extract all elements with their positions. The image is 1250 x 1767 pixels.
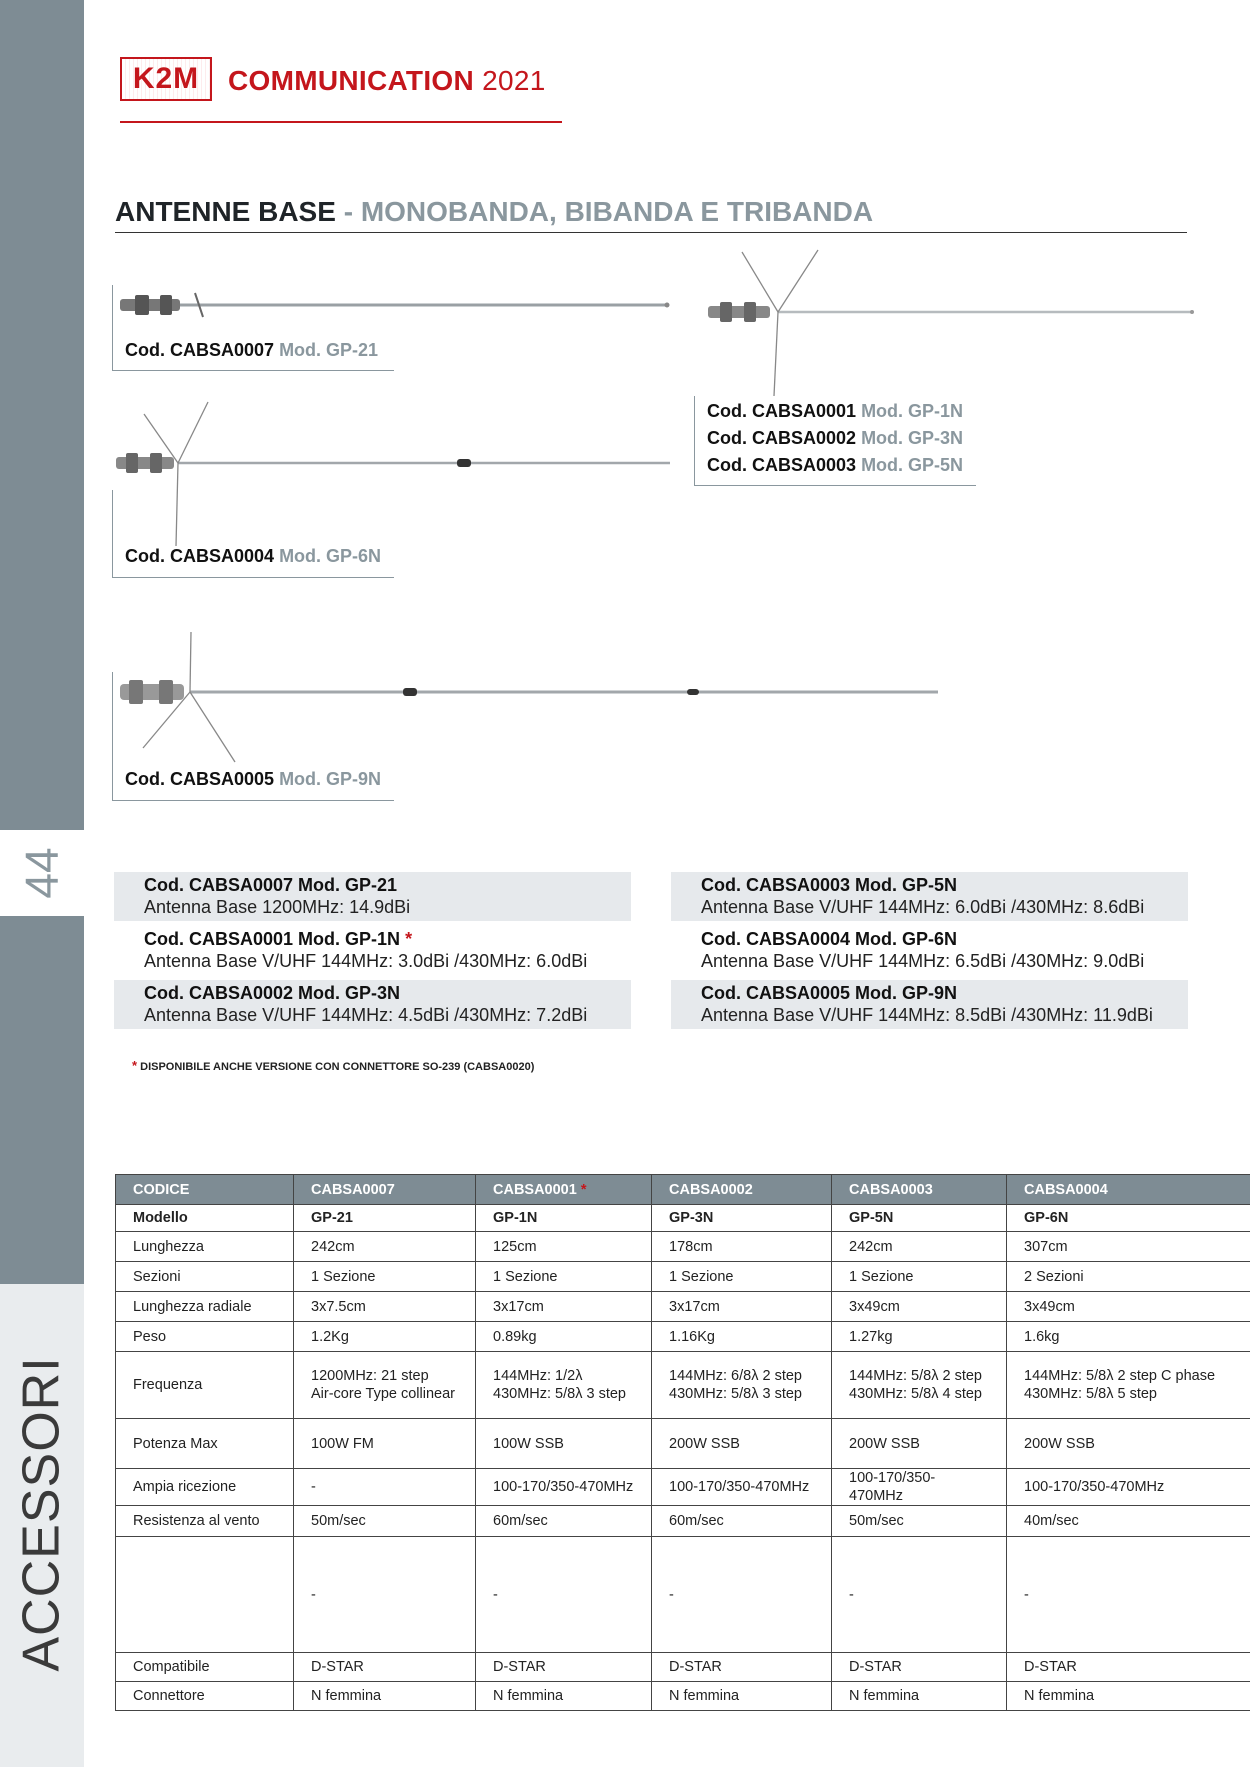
table-cell: N femmina bbox=[1007, 1682, 1250, 1711]
table-cell: 100-170/350-470MHz bbox=[832, 1469, 1007, 1506]
spec-item: Cod. CABSA0007 Mod. GP-21 Antenna Base 1200MHz: 14.9dBi bbox=[114, 872, 631, 921]
table-cell: D-STAR bbox=[294, 1653, 476, 1682]
table-cell: 200W SSB bbox=[832, 1419, 1007, 1469]
table-row bbox=[116, 1682, 1250, 1711]
table-cell: 0.89kg bbox=[476, 1322, 652, 1352]
table-cell: - bbox=[476, 1537, 652, 1653]
table-header-cell: CODICE bbox=[116, 1175, 294, 1205]
table-cell: Sezioni bbox=[116, 1262, 294, 1292]
table-cell: 1.27kg bbox=[832, 1322, 1007, 1352]
table-cell: 100-170/350-470MHz bbox=[1007, 1469, 1250, 1506]
table-cell: 60m/sec bbox=[476, 1506, 652, 1537]
table-row bbox=[116, 1537, 1250, 1653]
table-cell: 200W SSB bbox=[1007, 1419, 1250, 1469]
table-cell: 2 Sezioni bbox=[1007, 1262, 1250, 1292]
spec-item: Cod. CABSA0002 Mod. GP-3N Antenna Base V/UHF 144MHz: 4.5dBi /430MHz: 7.2dBi bbox=[114, 980, 631, 1029]
table-cell: Ampia ricezione bbox=[116, 1469, 294, 1506]
table-cell: 144MHz: 6/8λ 2 step 430MHz: 5/8λ 3 step bbox=[652, 1352, 832, 1419]
caption-gp1n-3n-5n: Cod. CABSA0001 Mod. GP-1N Cod. CABSA0002 Mod. GP-3N Cod. CABSA0003 Mod. GP-5N bbox=[694, 396, 976, 486]
table-row bbox=[116, 1419, 1250, 1469]
table-cell: - bbox=[832, 1537, 1007, 1653]
table-cell: 100-170/350-470MHz bbox=[652, 1469, 832, 1506]
brand-title: COMMUNICATION 2021 bbox=[228, 65, 546, 96]
table-cell: 242cm bbox=[832, 1232, 1007, 1262]
table-row bbox=[116, 1653, 1250, 1682]
table-header-cell: CABSA0004 bbox=[1007, 1175, 1250, 1205]
table-cell: N femmina bbox=[294, 1682, 476, 1711]
table-cell: Modello bbox=[116, 1205, 294, 1232]
table-row bbox=[116, 1262, 1250, 1292]
page-title: ANTENNE BASE - MONOBANDA, BIBANDA E TRIBANDA bbox=[115, 196, 1187, 233]
spec-table bbox=[115, 1174, 1250, 1711]
table-cell: 100W FM bbox=[294, 1419, 476, 1469]
asterisk-icon: * bbox=[132, 1058, 138, 1073]
table-cell: 3x49cm bbox=[832, 1292, 1007, 1322]
table-cell: 1 Sezione bbox=[476, 1262, 652, 1292]
table-cell: Peso bbox=[116, 1322, 294, 1352]
table-cell: 1 Sezione bbox=[652, 1262, 832, 1292]
table-cell: 3x17cm bbox=[476, 1292, 652, 1322]
table-cell: - bbox=[1007, 1537, 1250, 1653]
asterisk-icon: * bbox=[580, 1181, 587, 1198]
table-row bbox=[116, 1292, 1250, 1322]
table-cell: 178cm bbox=[652, 1232, 832, 1262]
table-cell: 125cm bbox=[476, 1232, 652, 1262]
sidebar-band-middle bbox=[0, 916, 84, 1284]
table-cell: 60m/sec bbox=[652, 1506, 832, 1537]
table-cell: D-STAR bbox=[476, 1653, 652, 1682]
spec-item: Cod. CABSA0004 Mod. GP-6N Antenna Base V/UHF 144MHz: 6.5dBi /430MHz: 9.0dBi bbox=[701, 929, 1145, 971]
table-cell: Lunghezza bbox=[116, 1232, 294, 1262]
table-cell: 1.6kg bbox=[1007, 1322, 1250, 1352]
caption-gp9n: Cod. CABSA0005 Mod. GP-9N bbox=[112, 672, 394, 801]
caption-gp6n: Cod. CABSA0004 Mod. GP-6N bbox=[112, 490, 394, 578]
table-cell: 1.16Kg bbox=[652, 1322, 832, 1352]
table-header-row bbox=[116, 1175, 1250, 1205]
table-cell: 144MHz: 5/8λ 2 step 430MHz: 5/8λ 4 step bbox=[832, 1352, 1007, 1419]
caption-gp21: Cod. CABSA0007 Mod. GP-21 bbox=[112, 285, 394, 371]
table-cell: Compatibile bbox=[116, 1653, 294, 1682]
table-row bbox=[116, 1352, 1250, 1419]
table-cell: D-STAR bbox=[1007, 1653, 1250, 1682]
table-cell: 1200MHz: 21 step Air-core Type collinear bbox=[294, 1352, 476, 1419]
table-row bbox=[116, 1322, 1250, 1352]
antenna-image-gp1n-3n-5n bbox=[700, 248, 1200, 398]
footnote: * DISPONIBILE ANCHE VERSIONE CON CONNETTORE SO-239 (CABSA0020) bbox=[132, 1058, 535, 1073]
table-cell: Frequenza bbox=[116, 1352, 294, 1419]
table-cell: Potenza Max bbox=[116, 1419, 294, 1469]
table-cell: N femmina bbox=[652, 1682, 832, 1711]
table-cell: GP-5N bbox=[832, 1205, 1007, 1232]
table-cell: 307cm bbox=[1007, 1232, 1250, 1262]
table-cell: 100W SSB bbox=[476, 1419, 652, 1469]
table-cell: 3x7.5cm bbox=[294, 1292, 476, 1322]
table-header-cell: CABSA0002 bbox=[652, 1175, 832, 1205]
table-cell: 50m/sec bbox=[832, 1506, 1007, 1537]
table-cell: 242cm bbox=[294, 1232, 476, 1262]
table-cell: GP-6N bbox=[1007, 1205, 1250, 1232]
table-row bbox=[116, 1469, 1250, 1506]
brand-header bbox=[120, 55, 562, 123]
table-cell: Connettore bbox=[116, 1682, 294, 1711]
table-header-cell: CABSA0007 bbox=[294, 1175, 476, 1205]
spec-item: Cod. CABSA0003 Mod. GP-5N Antenna Base V/UHF 144MHz: 6.0dBi /430MHz: 8.6dBi bbox=[671, 872, 1188, 921]
table-cell: 1 Sezione bbox=[294, 1262, 476, 1292]
asterisk-icon: * bbox=[405, 929, 413, 949]
table-cell: 50m/sec bbox=[294, 1506, 476, 1537]
table-cell: 3x49cm bbox=[1007, 1292, 1250, 1322]
table-cell: Resistenza al vento bbox=[116, 1506, 294, 1537]
sidebar-band-top bbox=[0, 0, 84, 830]
section-label: ACCESSORI bbox=[13, 1356, 72, 1672]
spec-list-right bbox=[671, 872, 1188, 1034]
table-cell bbox=[116, 1537, 294, 1653]
table-cell: D-STAR bbox=[832, 1653, 1007, 1682]
table-cell: - bbox=[294, 1537, 476, 1653]
table-cell: 1 Sezione bbox=[832, 1262, 1007, 1292]
table-cell: - bbox=[294, 1469, 476, 1506]
table-cell: GP-21 bbox=[294, 1205, 476, 1232]
table-row bbox=[116, 1232, 1250, 1262]
table-header-cell: CABSA0003 bbox=[832, 1175, 1007, 1205]
table-cell: 200W SSB bbox=[652, 1419, 832, 1469]
table-cell: 144MHz: 5/8λ 2 step C phase 430MHz: 5/8λ 5 step bbox=[1007, 1352, 1250, 1419]
table-cell: N femmina bbox=[476, 1682, 652, 1711]
table-cell: D-STAR bbox=[652, 1653, 832, 1682]
table-cell: - bbox=[652, 1537, 832, 1653]
table-cell: 144MHz: 1/2λ 430MHz: 5/8λ 3 step bbox=[476, 1352, 652, 1419]
table-row bbox=[116, 1205, 1250, 1232]
spec-item: Cod. CABSA0005 Mod. GP-9N Antenna Base V/UHF 144MHz: 8.5dBi /430MHz: 11.9dBi bbox=[671, 980, 1188, 1029]
table-cell: 3x17cm bbox=[652, 1292, 832, 1322]
table-cell: 40m/sec bbox=[1007, 1506, 1250, 1537]
table-header-cell: CABSA0001 * bbox=[476, 1175, 652, 1205]
spec-list-left bbox=[114, 872, 631, 1034]
table-cell: 100-170/350-470MHz bbox=[476, 1469, 652, 1506]
table-cell: N femmina bbox=[832, 1682, 1007, 1711]
table-cell: 1.2Kg bbox=[294, 1322, 476, 1352]
table-row bbox=[116, 1506, 1250, 1537]
page-number: 44 bbox=[0, 830, 84, 916]
table-cell: Lunghezza radiale bbox=[116, 1292, 294, 1322]
table-cell: GP-3N bbox=[652, 1205, 832, 1232]
k2m-logo: K2M bbox=[120, 57, 212, 101]
table-cell: GP-1N bbox=[476, 1205, 652, 1232]
spec-item: Cod. CABSA0001 Mod. GP-1N * Antenna Base V/UHF 144MHz: 3.0dBi /430MHz: 6.0dBi bbox=[144, 929, 588, 971]
